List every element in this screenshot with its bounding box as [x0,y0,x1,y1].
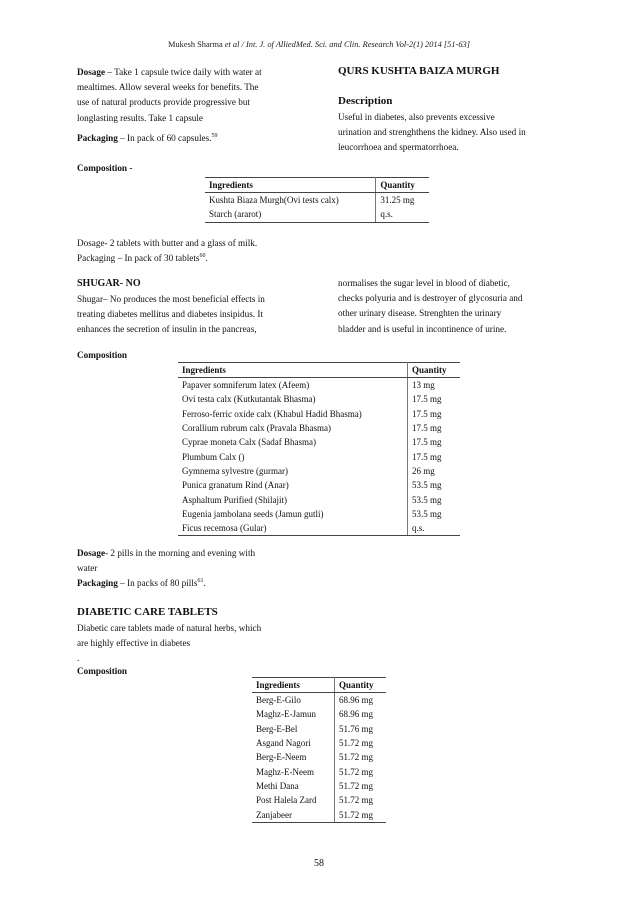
quantity-cell: 17.5 mg [412,437,442,448]
ingredient-cell: Papaver somniferum latex (Afeem) [178,378,408,393]
composition-heading-2: Composition [77,350,128,360]
text-line: urination and strenghthens the kidney. Also used in [338,127,526,138]
ingredient-cell: Starch (ararot) [205,207,376,222]
text-line: are highly effective in diabetes [77,638,191,649]
ingredient-cell: Cyprae moneta Calx (Sadaf Bhasma) [178,435,408,449]
quantity-cell: 17.5 mg [412,394,442,405]
text-line: longlasting results. Take 1 capsule [77,112,203,123]
text-line: - 2 pills in the morning and evening with [105,548,256,558]
table-row [178,392,460,406]
text-line: use of natural products provide progressive but [77,97,250,108]
composition-heading-3: Composition [77,666,128,676]
composition-table-3 [252,677,386,823]
table-row [178,478,460,492]
ingredient-cell: Ovi testa calx (Kutkutantak Bhasma) [178,392,408,406]
text-line: Dosage- 2 tablets with butter and a glass of milk. [77,238,258,248]
dosage-label: Dosage [77,67,106,77]
quantity-cell: 13 mg [412,380,435,391]
quantity-cell: 53.5 mg [412,480,442,491]
dosage-label: Dosage [77,548,106,558]
text-line: Useful in diabetes, also prevents excessive [338,112,495,122]
dosage-paragraph-2 [77,236,257,266]
col-header-quantity: Quantity [335,678,386,693]
citation-ref: 61 [197,578,204,585]
packaging-text: – In packs of 80 pills [117,578,198,589]
period: . [203,578,206,589]
table-row [178,464,460,478]
quantity-cell: 51.72 mg [339,780,374,791]
text-line: enhances the secretion of insulin in the pancreas, [77,324,257,335]
quantity-cell: 31.25 mg [380,195,415,206]
text-line: – Take 1 capsule twice daily with water at [105,67,262,77]
quantity-cell: 51.72 mg [339,795,374,806]
text-line: Diabetic care tablets made of natural herbs, which [77,623,262,633]
quantity-cell: 51.72 mg [335,807,386,822]
ingredient-cell: Asgand Nagori [252,736,335,750]
ingredient-cell: Maghz-E-Neem [252,764,335,778]
table-row [178,378,460,393]
text-line: treating diabetes mellitus and diabetes insipidus. It [77,309,264,320]
quantity-cell: 17.5 mg [412,408,442,419]
table-row [205,193,429,208]
table-row [252,707,386,721]
text-line: checks polyuria and is destroyer of glycosuria and [338,293,523,304]
quantity-cell: q.s. [376,207,429,222]
ingredient-cell: Methi Dana [252,779,335,793]
text-line: Shugar– No produces the most beneficial effects in [77,294,265,304]
quantity-cell: 68.96 mg [339,709,374,720]
shugar-left-text [77,292,300,338]
text-line: other urinary disease. Strenghten the urinary [338,308,502,319]
text-line: . [77,653,80,664]
col-header-ingredients: Ingredients [252,678,335,693]
table-row [252,693,386,708]
quantity-cell: 51.72 mg [339,752,374,763]
table-row [252,736,386,750]
table-row [178,449,460,463]
packaging-paragraph-1 [77,131,217,146]
ingredient-cell: Berg-E-Gilo [252,693,335,708]
dosage-paragraph-3 [77,546,300,592]
quantity-cell: q.s. [408,521,460,536]
shugar-title: SHUGAR- NO [77,278,141,289]
ingredient-cell: Plumbum Calx () [178,449,408,463]
quantity-cell: 17.5 mg [412,451,442,462]
ingredient-cell: Kushta Biaza Murgh(Ovi tests calx) [205,193,376,208]
composition-table-2 [178,362,460,536]
table-row [252,764,386,778]
table-row [205,207,429,222]
ingredient-cell: Berg-E-Bel [252,722,335,736]
page-number: 58 [314,858,324,869]
quantity-cell: 53.5 mg [412,494,442,505]
diabetic-care-title: DIABETIC CARE TABLETS [77,606,218,618]
shugar-right-text [338,276,561,337]
text-line: bladder and is useful in incontinence of urine. [338,323,507,334]
running-header [0,40,638,49]
packaging-label: Packaging [77,578,118,589]
composition-table-1 [205,177,429,223]
quantity-cell: 26 mg [412,465,435,476]
text-line: leucorrhoea and spermatorrhoea. [338,142,459,153]
qurs-description [338,110,561,156]
description-heading: Description [338,95,393,107]
citation-ref: 59 [211,132,218,139]
header-citation: et al / Int. J. of AlliedMed. Sci. and Clin. Research Vol-2(1) 2014 [51-63] [222,40,470,49]
table-row [252,722,386,736]
table-row [178,521,460,536]
quantity-cell: 51.76 mg [339,723,374,734]
ingredient-cell: Zanjabeer [252,807,335,822]
table-row [178,435,460,449]
table-row [252,807,386,822]
table-row [252,793,386,807]
text-line: Packaging – In pack of 30 tablets [77,253,200,264]
col-header-quantity: Quantity [376,178,429,193]
ingredient-cell: Ferroso-ferric oxide calx (Khabul Hadid Bhasma) [178,407,408,421]
ingredient-cell: Corallium rubrum calx (Pravala Bhasma) [178,421,408,435]
text-line: normalises the sugar level in blood of diabetic, [338,278,510,288]
ingredient-cell: Berg-E-Neem [252,750,335,764]
quantity-cell: 53.5 mg [412,508,442,519]
table-row [252,779,386,793]
composition-heading-1: Composition - [77,163,133,173]
citation-ref: 60 [199,253,206,260]
ingredient-cell: Eugenia jambolana seeds (Jamun gutli) [178,507,408,521]
ingredient-cell: Punica granatum Rind (Anar) [178,478,408,492]
dosage-paragraph-1 [77,65,300,126]
ingredient-cell: Gymnema sylvestre (gurmar) [178,464,408,478]
ingredient-cell: Asphaltum Purified (Shilajit) [178,492,408,506]
ingredient-cell: Maghz-E-Jamun [252,707,335,721]
packaging-text: – In pack of 60 capsules. [117,133,212,143]
header-authors: Mukesh Sharma [168,40,223,49]
diabetic-care-description [77,621,317,667]
table-row [252,750,386,764]
quantity-cell: 51.72 mg [339,738,374,749]
quantity-cell: 17.5 mg [412,423,442,434]
col-header-ingredients: Ingredients [178,363,408,378]
text-line: mealtimes. Allow several weeks for benefits. The [77,82,259,93]
table-row [178,492,460,506]
ingredient-cell: Ficus recemosa (Gular) [178,521,408,536]
col-header-ingredients: Ingredients [205,178,376,193]
ingredient-cell: Post Halela Zard [252,793,335,807]
text-line: water [77,563,98,574]
quantity-cell: 68.96 mg [339,695,374,706]
table-row [178,407,460,421]
table-row [178,421,460,435]
table-row [178,507,460,521]
qurs-title: QURS KUSHTA BAIZA MURGH [338,65,500,77]
packaging-label: Packaging [77,133,118,143]
quantity-cell: 51.72 mg [339,766,374,777]
period: . [205,253,208,264]
col-header-quantity: Quantity [408,363,460,378]
